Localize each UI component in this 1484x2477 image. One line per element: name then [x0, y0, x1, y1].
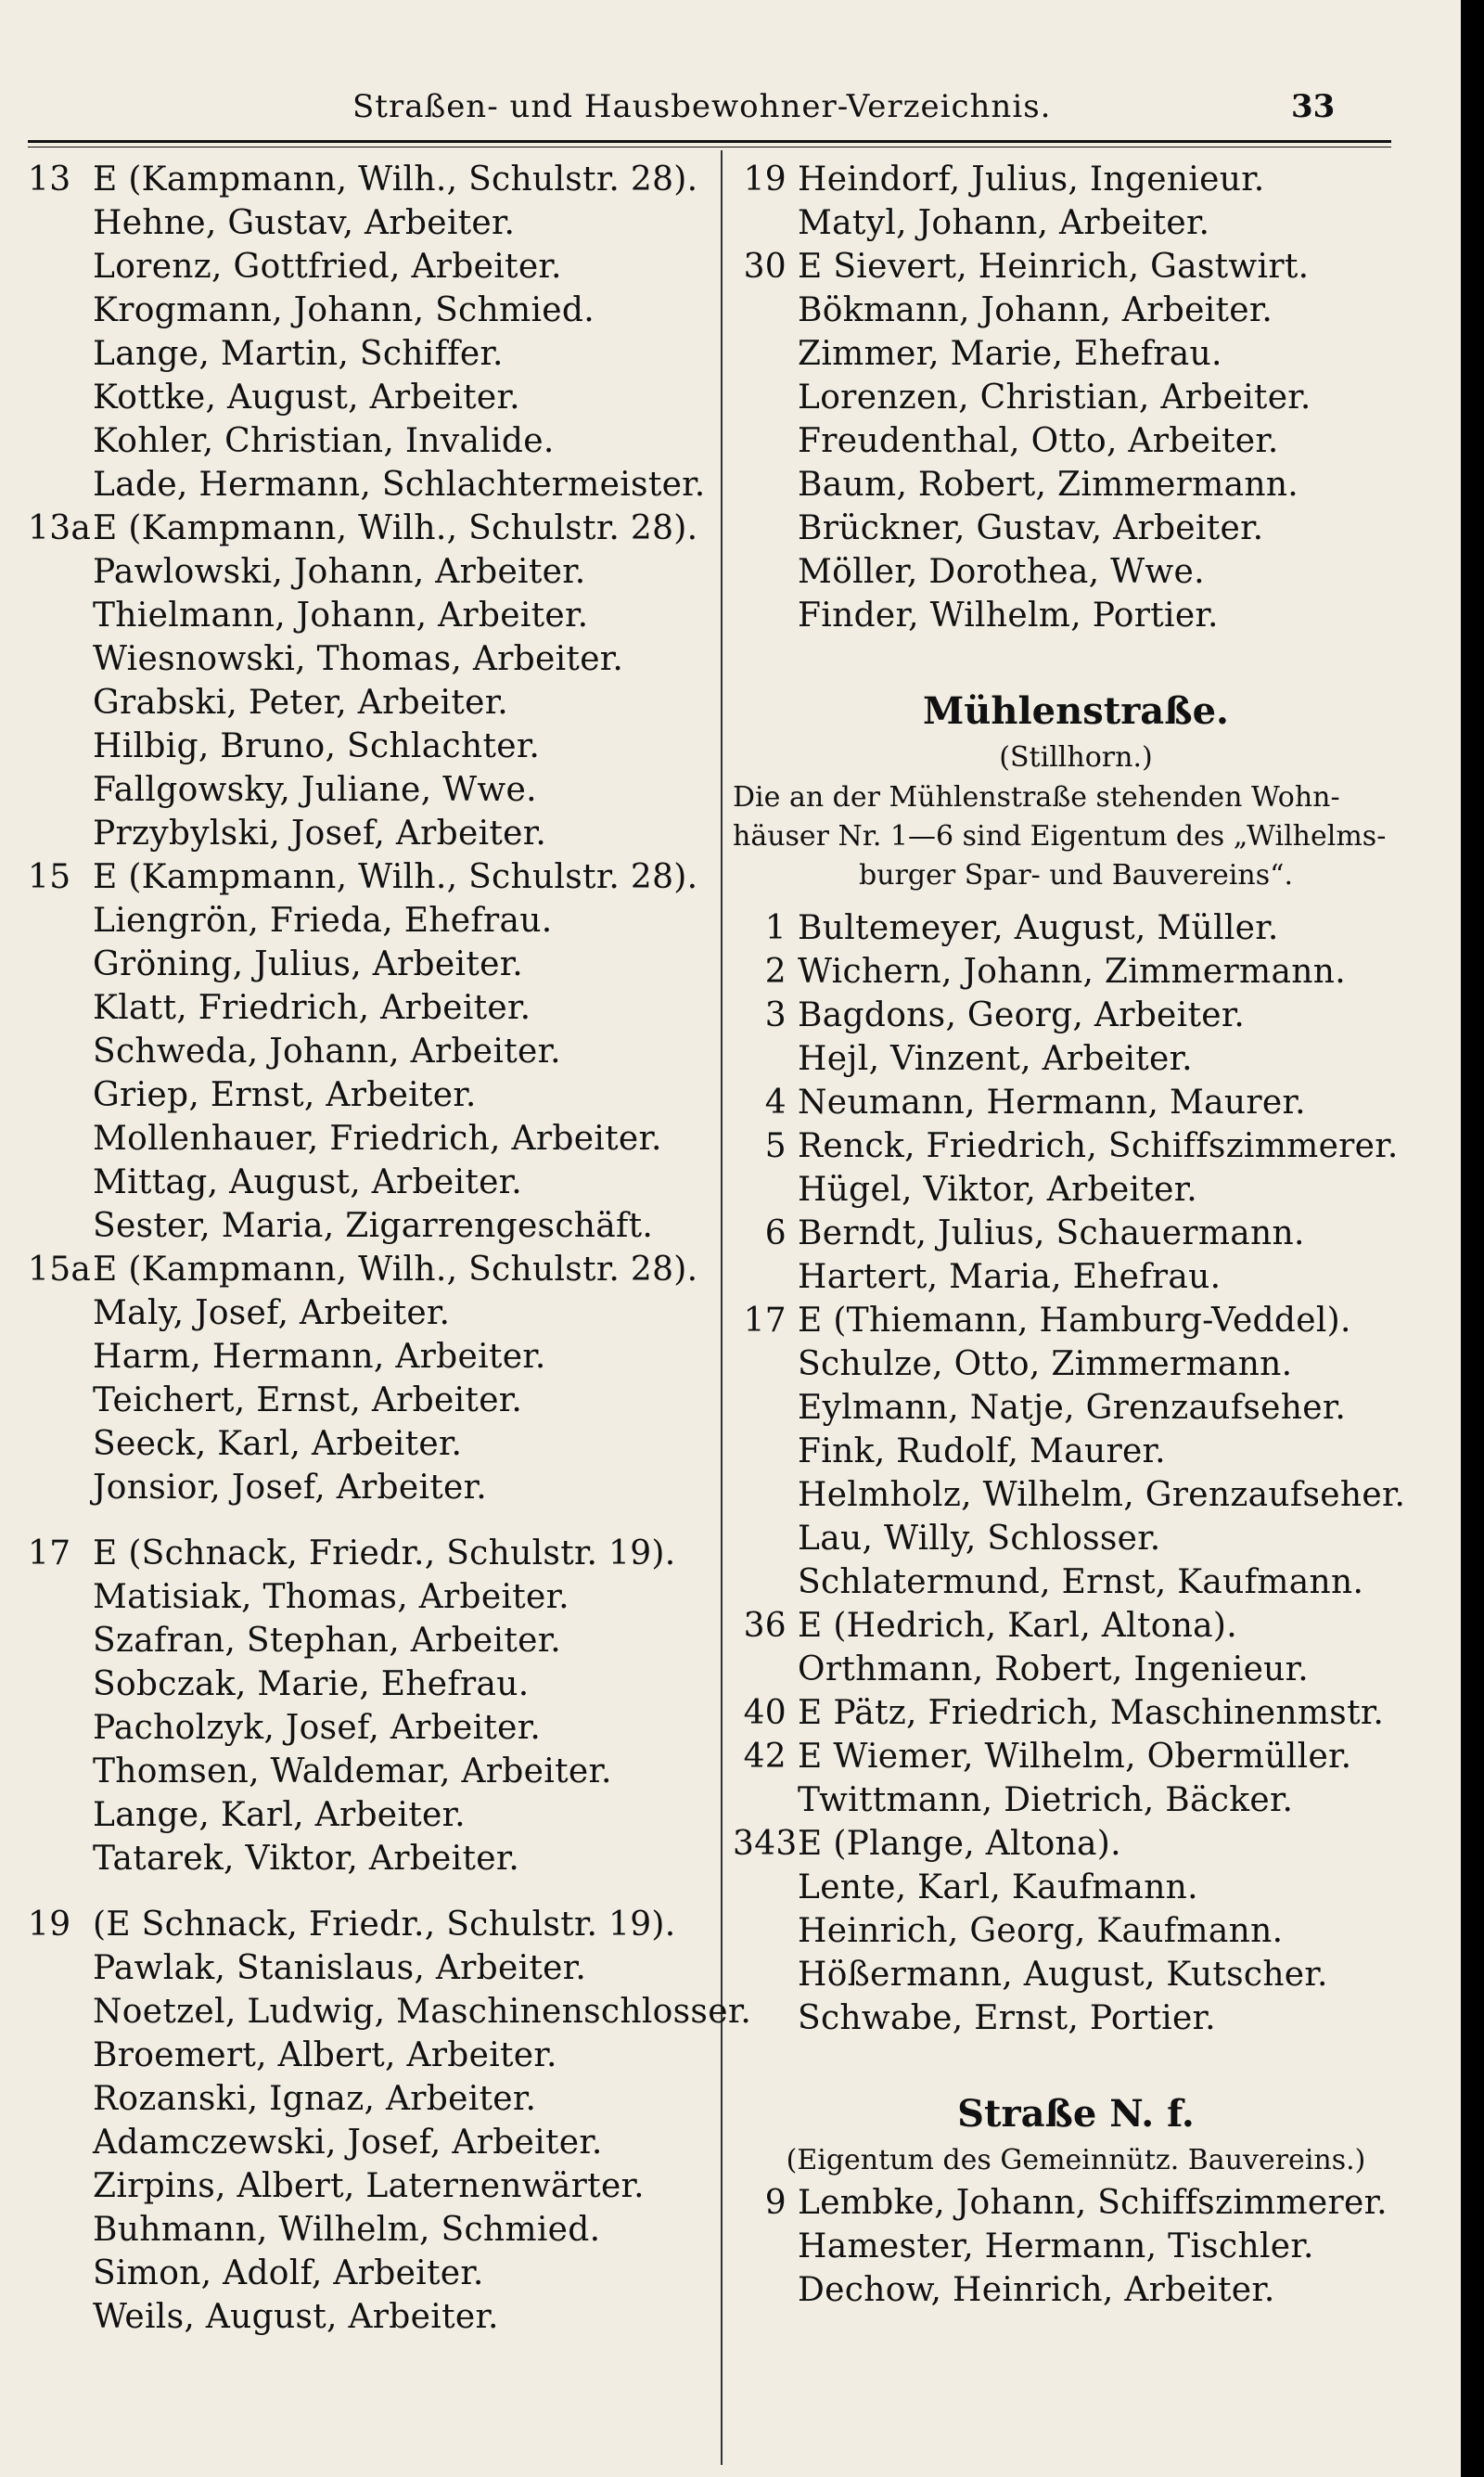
entry-line	[28, 1575, 714, 1619]
entry-text: Bökmann, Johann, Arbeiter.	[798, 291, 1273, 329]
entry-line	[28, 289, 714, 332]
entry-text: Weils, August, Arbeiter.	[93, 2298, 499, 2336]
entry-text: Twittmann, Dietrich, Bäcker.	[798, 1781, 1294, 1819]
street-subheading: (Eigentum des Gemeinnütz. Bauvereins.)	[786, 2144, 1366, 2176]
entry-text: E (Schnack, Friedr., Schulstr. 19).	[93, 1534, 676, 1572]
entry-line	[733, 507, 1419, 550]
entry-text: Matyl, Johann, Arbeiter.	[798, 204, 1210, 242]
entry-line	[28, 332, 714, 376]
entry-line	[733, 1822, 1419, 1866]
entry-line	[733, 245, 1419, 289]
entry-line	[733, 1996, 1419, 2040]
entry-text: Zirpins, Albert, Laternenwärter.	[93, 2167, 645, 2205]
entry-line	[733, 1081, 1419, 1124]
entry-line	[733, 1255, 1419, 1299]
entry-line	[28, 1662, 714, 1706]
house-number: 2	[764, 953, 787, 991]
entry-line	[28, 1422, 714, 1466]
entry-line	[733, 2268, 1419, 2312]
entry-line	[28, 943, 714, 986]
entry-text: E (Kampmann, Wilh., Schulstr. 28).	[93, 160, 698, 199]
entry-line	[733, 2181, 1419, 2225]
entry-line	[28, 376, 714, 419]
entry-line	[28, 594, 714, 637]
house-number: 13a	[28, 509, 92, 547]
entry-line	[28, 812, 714, 855]
spacer	[28, 1509, 714, 1532]
entry-line	[28, 1291, 714, 1335]
entry-line	[28, 1335, 714, 1379]
house-number: 13	[28, 160, 71, 199]
entry-text: Eylmann, Natje, Grenzaufseher.	[798, 1389, 1347, 1427]
entry-text: E (Kampmann, Wilh., Schulstr. 28).	[93, 509, 698, 547]
ownership-note: häuser Nr. 1—6 sind Eigentum des „Wilhelms-	[733, 820, 1387, 853]
column-divider	[721, 150, 723, 2465]
entry-text: Gröning, Julius, Arbeiter.	[93, 945, 523, 983]
house-number: 17	[743, 1302, 787, 1340]
entry-line	[28, 1030, 714, 1073]
house-number: 9	[764, 2184, 787, 2222]
entry-text: Jonsior, Josef, Arbeiter.	[93, 1469, 487, 1507]
entry-line	[733, 376, 1419, 419]
entry-text: Heinrich, Georg, Kaufmann.	[798, 1912, 1284, 1950]
entry-text: Schweda, Johann, Arbeiter.	[93, 1033, 561, 1071]
entry-text: Kohler, Christian, Invalide.	[93, 422, 555, 460]
entry-text: Griep, Ernst, Arbeiter.	[93, 1076, 477, 1114]
entry-text: E Sievert, Heinrich, Gastwirt.	[798, 248, 1310, 286]
street-heading-muehlenstrasse: Mühlenstraße.	[923, 689, 1229, 733]
entry-line	[733, 1778, 1419, 1822]
entry-line	[733, 1124, 1419, 1168]
entry-line	[733, 1648, 1419, 1691]
entry-text: E Wiemer, Wilhelm, Obermüller.	[798, 1738, 1352, 1776]
entry-line	[28, 768, 714, 812]
entry-line	[733, 906, 1419, 950]
entry-line	[28, 1903, 714, 1946]
entry-line	[28, 1204, 714, 1248]
entry-line	[733, 332, 1419, 376]
entry-text: Krogmann, Johann, Schmied.	[93, 291, 595, 329]
spacer	[733, 895, 1419, 906]
entry-text: Freudenthal, Otto, Arbeiter.	[798, 422, 1279, 460]
house-number: 19	[743, 160, 787, 199]
entry-line	[733, 201, 1419, 245]
entry-line	[28, 1117, 714, 1161]
entry-text: Lange, Karl, Arbeiter.	[93, 1796, 466, 1834]
house-number: 17	[28, 1534, 71, 1572]
entry-text: Wiesnowski, Thomas, Arbeiter.	[93, 640, 624, 678]
entry-line	[28, 158, 714, 201]
entry-text: (E Schnack, Friedr., Schulstr. 19).	[93, 1906, 676, 1944]
house-number: 36	[743, 1607, 787, 1645]
entry-text: Schlatermund, Ernst, Kaufmann.	[798, 1563, 1364, 1601]
entry-line	[733, 289, 1419, 332]
entry-text: Brückner, Gustav, Arbeiter.	[798, 509, 1264, 547]
entry-line	[28, 1532, 714, 1575]
house-number: 3	[764, 996, 787, 1034]
house-number: 4	[764, 1084, 787, 1122]
house-number: 343	[733, 1825, 798, 1863]
entry-text: Adamczewski, Josef, Arbeiter.	[93, 2124, 603, 2162]
entry-text: Hilbig, Bruno, Schlachter.	[93, 727, 541, 765]
entry-text: Lente, Karl, Kaufmann.	[798, 1868, 1198, 1906]
entry-line	[733, 1037, 1419, 1081]
ownership-note: Die an der Mühlenstraße stehenden Wohn-	[733, 781, 1340, 814]
entry-line	[733, 463, 1419, 507]
entry-line	[28, 2034, 714, 2077]
entry-text: Sester, Maria, Zigarrengeschäft.	[93, 1207, 654, 1245]
entry-text: Buhmann, Wilhelm, Schmied.	[93, 2211, 601, 2249]
entry-text: Mollenhauer, Friedrich, Arbeiter.	[93, 1120, 662, 1158]
entry-text: Lembke, Johann, Schiffszimmerer.	[798, 2184, 1388, 2222]
entry-line	[733, 1909, 1419, 1953]
entry-text: Lorenzen, Christian, Arbeiter.	[798, 379, 1311, 417]
entry-text: Pawlak, Stanislaus, Arbeiter.	[93, 1949, 587, 1987]
entry-line	[28, 2077, 714, 2121]
entry-line	[28, 1619, 714, 1662]
house-number: 40	[743, 1694, 787, 1732]
entry-text: Grabski, Peter, Arbeiter.	[93, 684, 509, 722]
street-heading-strasse-nf: Straße N. f.	[957, 2092, 1195, 2136]
entry-text: Klatt, Friedrich, Arbeiter.	[93, 989, 531, 1027]
entry-text: Wichern, Johann, Zimmermann.	[798, 953, 1346, 991]
entry-text: Liengrön, Frieda, Ehefrau.	[93, 902, 553, 940]
house-number: 15	[28, 858, 71, 896]
entry-text: Helmholz, Wilhelm, Grenzaufseher.	[798, 1476, 1406, 1514]
entry-text: Rozanski, Ignaz, Arbeiter.	[93, 2080, 537, 2118]
entry-text: Przybylski, Josef, Arbeiter.	[93, 815, 547, 853]
entry-line	[28, 725, 714, 768]
entry-text: Mittag, August, Arbeiter.	[93, 1163, 522, 1201]
entry-line	[28, 2295, 714, 2339]
entry-line	[28, 681, 714, 725]
entry-line	[733, 1342, 1419, 1386]
entry-text: Hehne, Gustav, Arbeiter.	[93, 204, 516, 242]
entry-text: Simon, Adolf, Arbeiter.	[93, 2254, 484, 2292]
entry-text: Noetzel, Ludwig, Maschinenschlosser.	[93, 1993, 752, 2031]
entry-text: Thomsen, Waldemar, Arbeiter.	[93, 1752, 612, 1790]
entry-text: E (Kampmann, Wilh., Schulstr. 28).	[93, 1251, 698, 1289]
entry-line	[733, 419, 1419, 463]
entry-line	[28, 419, 714, 463]
entry-text: Hamester, Hermann, Tischler.	[798, 2227, 1314, 2265]
entry-line	[28, 1793, 714, 1837]
header-rule	[28, 140, 1391, 143]
entry-text: Baum, Robert, Zimmermann.	[798, 466, 1299, 504]
entry-text: Zimmer, Marie, Ehefrau.	[798, 335, 1222, 373]
entry-line	[28, 1161, 714, 1204]
entry-text: Pacholzyk, Josef, Arbeiter.	[93, 1709, 542, 1747]
entry-text: E (Hedrich, Karl, Altona).	[798, 1607, 1238, 1645]
entry-line	[28, 1946, 714, 1990]
entry-line	[28, 550, 714, 594]
house-number: 6	[764, 1214, 787, 1252]
entry-text: Berndt, Julius, Schauermann.	[798, 1214, 1305, 1252]
entry-text: Fallgowsky, Juliane, Wwe.	[93, 771, 537, 809]
entry-text: Fink, Rudolf, Maurer.	[798, 1432, 1166, 1470]
entry-line	[733, 1735, 1419, 1778]
entry-text: Lade, Hermann, Schlachtermeister.	[93, 466, 706, 504]
entry-line	[28, 2252, 714, 2295]
entry-line	[733, 950, 1419, 994]
entry-line	[733, 594, 1419, 637]
entry-line	[733, 550, 1419, 594]
entry-line	[733, 1953, 1419, 1996]
entry-text: Lorenz, Gottfried, Arbeiter.	[93, 248, 562, 286]
entry-text: Kottke, August, Arbeiter.	[93, 379, 520, 417]
entry-text: Matisiak, Thomas, Arbeiter.	[93, 1578, 569, 1616]
entry-text: Renck, Friedrich, Schiffszimmerer.	[798, 1127, 1399, 1165]
entry-text: Hejl, Vinzent, Arbeiter.	[798, 1040, 1193, 1078]
house-number: 1	[764, 909, 787, 947]
header-rule-thin	[28, 147, 1391, 148]
entry-text: Dechow, Heinrich, Arbeiter.	[798, 2271, 1275, 2309]
entry-text: Seeck, Karl, Arbeiter.	[93, 1425, 463, 1463]
entry-text: Szafran, Stephan, Arbeiter.	[93, 1622, 561, 1660]
entry-line	[733, 994, 1419, 1037]
entry-line	[733, 1299, 1419, 1342]
entry-line	[28, 1990, 752, 2034]
entry-text: Hößermann, August, Kutscher.	[798, 1956, 1328, 1994]
page-header	[0, 88, 1461, 136]
entry-line	[733, 1386, 1419, 1430]
entry-line	[28, 463, 714, 507]
entry-text: Sobczak, Marie, Ehefrau.	[93, 1665, 530, 1703]
entry-text: Maly, Josef, Arbeiter.	[93, 1294, 451, 1332]
spacer	[733, 2040, 1419, 2088]
entry-text: E (Plange, Altona).	[798, 1825, 1121, 1863]
house-number: 15a	[28, 1251, 92, 1289]
page-edge	[1461, 0, 1484, 2477]
entry-text: Lange, Martin, Schiffer.	[93, 335, 504, 373]
spacer	[28, 1880, 714, 1903]
entry-line	[28, 986, 714, 1030]
entry-line	[28, 507, 714, 550]
entry-text: Tatarek, Viktor, Arbeiter.	[93, 1840, 520, 1878]
entry-line	[28, 637, 714, 681]
house-number: 30	[743, 248, 787, 286]
entry-text: Harm, Hermann, Arbeiter.	[93, 1338, 546, 1376]
entry-text: Finder, Wilhelm, Portier.	[798, 597, 1219, 635]
entry-text: E (Kampmann, Wilh., Schulstr. 28).	[93, 858, 698, 896]
entry-text: Broemert, Albert, Arbeiter.	[93, 2036, 557, 2074]
entry-line	[28, 1466, 714, 1509]
house-number: 42	[743, 1738, 787, 1776]
entry-text: Möller, Dorothea, Wwe.	[798, 553, 1205, 591]
ownership-note: burger Spar- und Bauvereins“.	[859, 859, 1293, 892]
entry-line	[733, 1517, 1419, 1560]
entry-text: Teichert, Ernst, Arbeiter.	[93, 1381, 523, 1419]
entry-line	[28, 1379, 714, 1422]
entry-line	[733, 1168, 1419, 1212]
entry-text: Neumann, Hermann, Maurer.	[798, 1084, 1306, 1122]
entry-line	[28, 1073, 714, 1117]
entry-line	[28, 1248, 714, 1291]
entry-text: Bagdons, Georg, Arbeiter.	[798, 996, 1246, 1034]
entry-line	[28, 855, 714, 899]
entry-text: Hügel, Viktor, Arbeiter.	[798, 1171, 1198, 1209]
page-number: 33	[1291, 88, 1336, 125]
street-subheading: (Stillhorn.)	[999, 741, 1153, 774]
entry-line	[733, 1473, 1419, 1517]
running-title: Straßen- und Hausbewohner-Verzeichnis.	[352, 88, 1052, 125]
entry-text: Orthmann, Robert, Ingenieur.	[798, 1650, 1309, 1688]
entry-line	[733, 1604, 1419, 1648]
entry-line	[28, 201, 714, 245]
entry-line	[733, 1212, 1419, 1255]
entry-text: Thielmann, Johann, Arbeiter.	[93, 597, 589, 635]
entry-text: Hartert, Maria, Ehefrau.	[798, 1258, 1222, 1296]
entry-line	[733, 1866, 1419, 1909]
entry-line	[28, 1706, 714, 1750]
entry-line	[28, 2164, 714, 2208]
entry-line	[733, 1430, 1419, 1473]
entry-text: E (Thiemann, Hamburg-Veddel).	[798, 1302, 1351, 1340]
entry-text: Heindorf, Julius, Ingenieur.	[798, 160, 1265, 199]
entry-text: Schwabe, Ernst, Portier.	[798, 1999, 1216, 2037]
entry-line	[28, 899, 714, 943]
entry-line	[28, 245, 714, 289]
entry-text: E Pätz, Friedrich, Maschinenmstr.	[798, 1694, 1385, 1732]
entry-text: Bultemeyer, August, Müller.	[798, 909, 1279, 947]
entry-line	[733, 158, 1419, 201]
entry-line	[28, 1750, 714, 1793]
entry-line	[733, 2225, 1419, 2268]
entry-text: Lau, Willy, Schlosser.	[798, 1520, 1161, 1558]
entry-line	[733, 1691, 1419, 1735]
right-column	[733, 158, 1419, 2312]
entry-text: Schulze, Otto, Zimmermann.	[798, 1345, 1293, 1383]
entry-line	[28, 2121, 714, 2164]
left-column	[28, 158, 752, 2339]
house-number: 19	[28, 1906, 71, 1944]
house-number: 5	[764, 1127, 787, 1165]
entry-line	[28, 1837, 714, 1880]
entry-line	[28, 2208, 714, 2252]
spacer	[733, 637, 1419, 686]
entry-line	[733, 1560, 1419, 1604]
entry-text: Pawlowski, Johann, Arbeiter.	[93, 553, 586, 591]
